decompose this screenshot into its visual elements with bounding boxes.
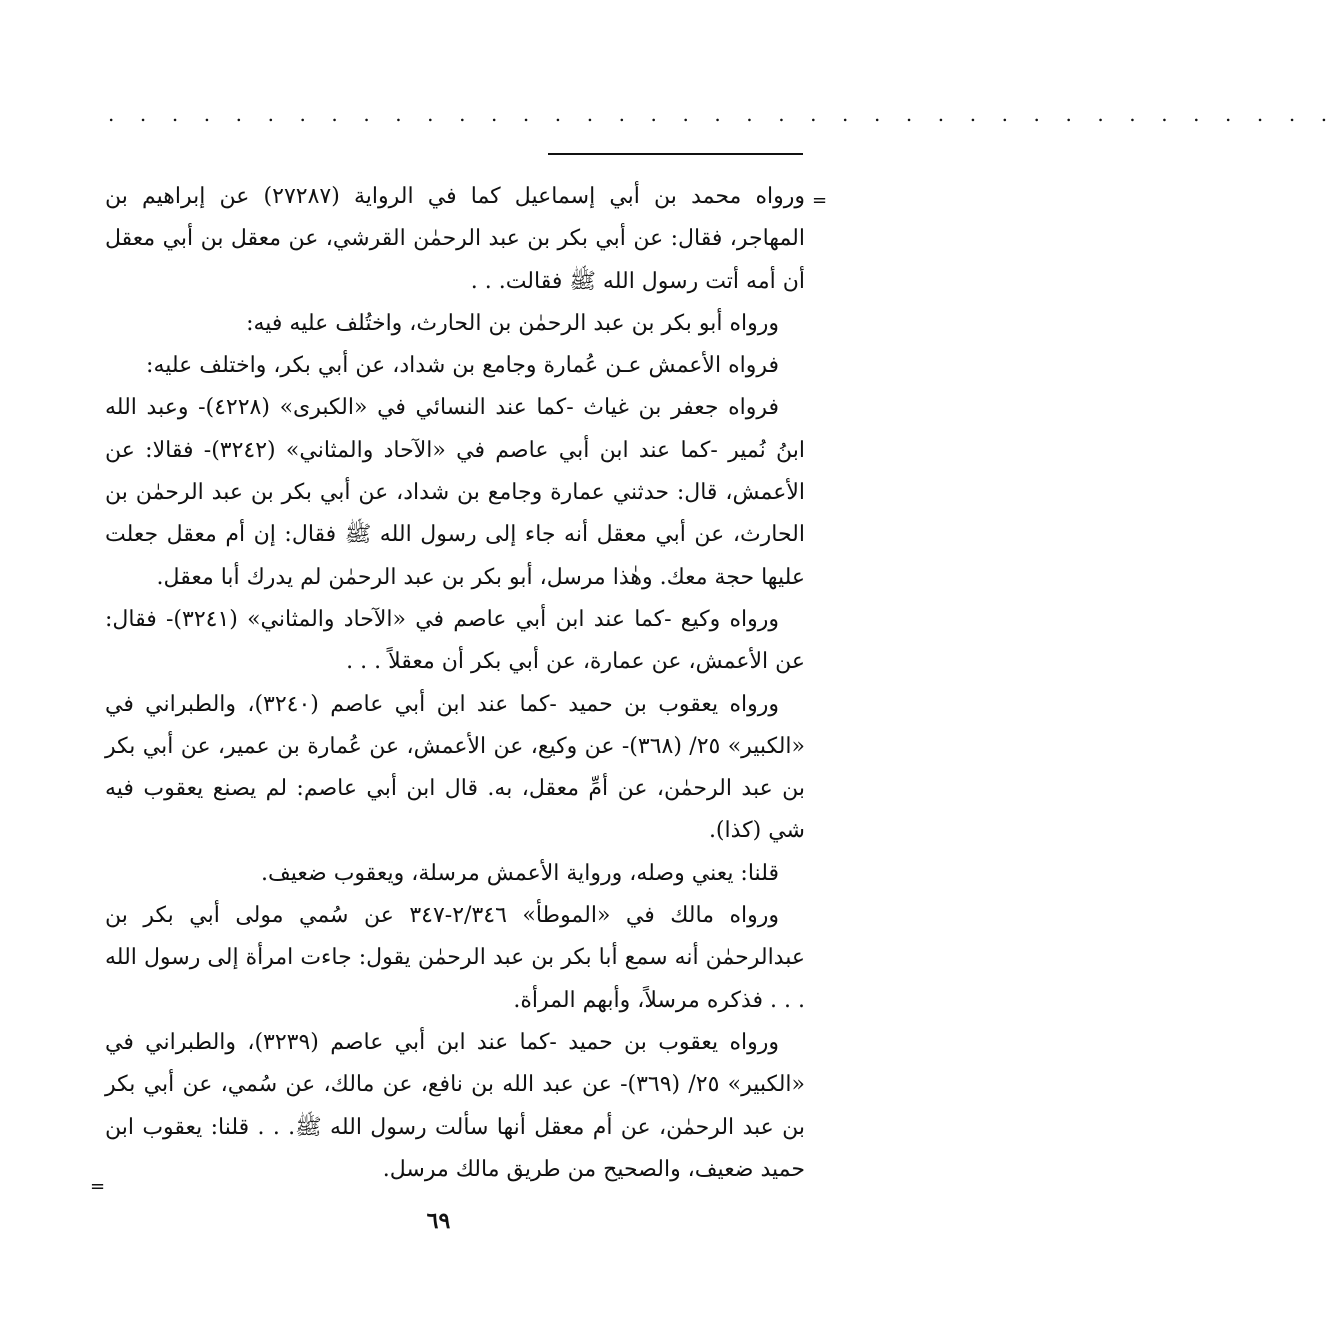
dotted-separator: . . . . . . . . . . . . . . . . . . . . . . . . . . . . . . . . . . . . . . .: [108, 102, 1337, 126]
paragraph: ورواه أبو بكر بن عبد الرحمٰن بن الحارث، واختُلف عليه فيه:: [246, 310, 779, 336]
continuation-mark-bottom: =: [90, 1176, 106, 1197]
footnote-text: [105, 176, 805, 1191]
paragraph: فرواه الأعمش عـن عُمارة وجامع بن شداد، عن أبي بكر، واختلف عليه:: [146, 353, 779, 379]
continuation-mark-top: =: [812, 190, 828, 211]
footnote-rule: [548, 153, 803, 155]
paragraph: قلنا: يعني وصله، ورواية الأعمش مرسلة، ويعقوب ضعيف.: [261, 860, 779, 886]
paragraph: فرواه جعفر بن غياث -كما عند النسائي في «الكبرى» (٤٢٢٨)- وعبد الله ابنُ نُمير -كما عند ابن أبي عاصم في «الآحاد والمثاني» (٣٢٤٢)- فقالا: عن الأعمش، قال: حدثني عمارة وجامع بن شداد، عن أبي بكر بن عبد الرحمٰن بن الحارث، عن أبي معقل أنه جاء إلى رسول الله ﷺ فقال: إن أم معقل جعلت عليها حجة معك. وهٰذا مرسل، أبو بكر بن عبد الرحمٰن لم يدرك أبا معقل.: [105, 395, 805, 590]
paragraph: ورواه يعقوب بن حميد -كما عند ابن أبي عاصم (٣٢٤٠)، والطبراني في «الكبير» ٢٥/ (٣٦٨)- عن وكيع، عن الأعمش، عن عُمارة بن عمير، عن أبي بكر بن عبد الرحمٰن، عن أمِّ معقل، به. قال ابن أبي عاصم: لم يصنع يعقوب فيه شي (كذا).: [105, 691, 805, 844]
page-number: ٦٩: [426, 1208, 451, 1234]
paragraph: ورواه محمد بن أبي إسماعيل كما في الرواية (٢٧٢٨٧) عن إبراهيم بن المهاجر، فقال: عن أبي بكر بن عبد الرحمٰن القرشي، عن معقل بن أبي معقل أن أمه أتت رسول الله ﷺ فقالت. . .: [105, 184, 805, 294]
paragraph: ورواه يعقوب بن حميد -كما عند ابن أبي عاصم (٣٢٣٩)، والطبراني في «الكبير» ٢٥/ (٣٦٩)- عن عبد الله بن نافع، عن مالك، عن سُمي، عن أبي بكر بن عبد الرحمٰن، عن أم معقل أنها سألت رسول الله ﷺ. . . قلنا: يعقوب ابن حميد ضعيف، والصحيح من طريق مالك مرسل.: [105, 1029, 805, 1182]
paragraph: ورواه مالك في «الموطأ» ٢/٣٤٦-٣٤٧ عن سُمي مولى أبي بكر بن عبدالرحمٰن أنه سمع أبا بكر بن عبد الرحمٰن يقول: جاءت امرأة إلى رسول الله . . . فذكره مرسلاً، وأبهم المرأة.: [105, 903, 805, 1013]
paragraph: ورواه وكيع -كما عند ابن أبي عاصم في «الآحاد والمثاني» (٣٢٤١)- فقال: عن الأعمش، عن عمارة، عن أبي بكر أن معقلاً . . .: [105, 606, 805, 675]
